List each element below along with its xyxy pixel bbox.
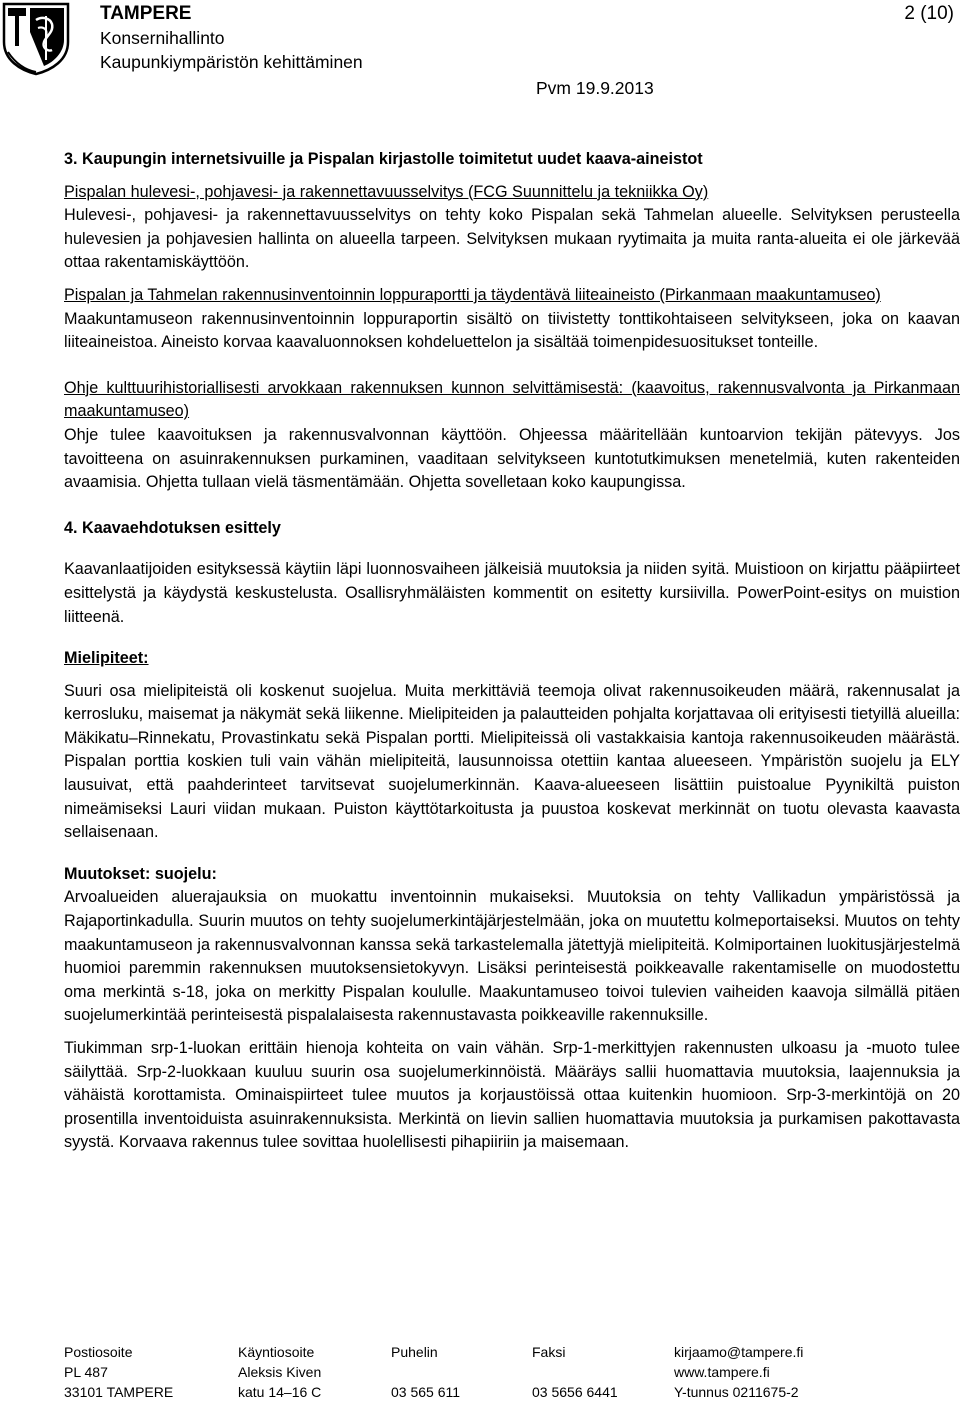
section-4-number: 4. [64, 518, 78, 537]
tampere-coat-of-arms-logo [2, 2, 70, 76]
department-line-2: Kaupunkiympäristön kehittäminen [100, 52, 363, 72]
page-number: 2 (10) [904, 3, 954, 24]
section-3-title-text: Kaupungin internetsivuille ja Pispalan kirjastolle toimitetut uudet kaava-aineistot [82, 150, 703, 168]
section-4-title-text: Kaavaehdotuksen esittely [82, 518, 281, 537]
footer-fax: Faksi 03 5656 6441 [532, 1344, 618, 1400]
opinions-body: Suuri osa mielipiteistä oli koskenut suojelua. Muita merkittäviä teemoja olivat rakennusoikeuden määrä, rakennusalat ja kerrosluku, maisemat ja näkymät sekä liikenne. Mielipiteiden ja palautteiden pohjalta korjattavaa oli erityisesti tietyillä alueilla: Mäkikatu–Rinnekatu, Provastinkatu sekä Pispalan portti. Mielipiteissä oli vastakkaisia kantoja rakennusoikeuden määrästä. Pispalan porttia koskien tuli vain vähän mielipiteitä, lausunnoissa otettiin kantaa alueeseen. Ympäristön suojelu ja ELY lausuivat, että paahderinteet tarvitsevat suojelumerkinnän. Kaava-alueeseen lisättiin puistoalue Pyynikiltä puiston nimeämiseksi Lauri viidan mukaan. Puiston käyttötarkoitusta ja puustoa koskevat merkinnät on tuotu olevasta kaavasta sellaisenaan. [64, 681, 960, 842]
footer-contact [674, 1342, 803, 1402]
footer-email-link[interactable]: kirjaamo@tampere.fi [674, 1344, 804, 1360]
section-4-title [64, 517, 960, 541]
department-line-1: Konsernihallinto [100, 28, 225, 48]
section-3-item-3-body: Ohje tulee kaavoituksen ja rakennusvalvonnan käyttöön. Ohjeessa määritellään kuntoarvion tekijän pätevyys. Jos tavoitteena on asuinrakennuksen purkaminen, vaaditaan selvitykseen kuntotutkimuksen menetelmiä, kuten rakenteiden avaamisia. Ohjetta tullaan vielä täsmentämään. Ohjetta sovelletaan koko kaupungissa. [64, 425, 960, 492]
changes-protection-body-1: Arvoalueiden aluerajauksia on muokattu inventoinnin mukaiseksi. Muutoksia on tehty Vallikadun ympäristössä ja Rajaportinkadulla. Suurin muutos on tehty suojelumerkintäjärjestelmään, joka on muutettu kolmeportaiseksi. Muutos on tehty maakuntamuseon ja rakennusvalvonnan kanssa sekä tarkastelemalla jätettyjä mielipiteitä. Kolmiportainen luokitusjärjestelmä huomioi paremmin rakennuksen muutoksensietokyvyn. Lisäksi perinteisestä poikkeavalle rakentamiselle on muodostettu oma merkintä s-18, joka on merkitty Pispalan koululle. Maakuntamuseo toivoi tulevien vaiheiden kaavoja silmällä pitäen suojelumerkintää perinteisestä pispalalaisesta rakennustavasta poikkeaville rakennuksille. [64, 888, 960, 1025]
section-3-item-3-heading: Ohje kulttuurihistoriallisesti arvokkaan rakennuksen kunnon selvittämisestä: (kaavoitus, rakennusvalvonta ja Pirkanmaan maakuntamuseo) [64, 378, 960, 421]
opinions-heading: Mielipiteet: [64, 649, 149, 668]
section-3-item-1-heading: Pispalan hulevesi-, pohjavesi- ja rakennettavuusselvitys (FCG Suunnittelu ja tekniikka Oy) [64, 182, 709, 201]
changes-protection-heading: Muutokset: suojelu: [64, 864, 217, 883]
section-3-item-2-heading: Pispalan ja Tahmelan rakennusinventoinnin loppuraportti ja täydentävä liiteaineisto (Pirkanmaan maakuntamuseo) [64, 285, 881, 304]
section-3-item-1-body: Hulevesi-, pohjavesi- ja rakennettavuusselvitys on tehty koko Pispalan sekä Tahmelan alueelle. Selvityksen perusteella hulevesien ja pohjavesien hallinta on alueella tarpeen. Selvityksen mukaan ryytimaita ja muita ranta-alueita ei ole järkevää ottaa rakentamiskäyttöön. [64, 206, 960, 272]
footer-website-link[interactable]: www.tampere.fi [674, 1364, 770, 1380]
section-3-number: 3. [64, 150, 78, 168]
footer-phone: Puhelin 03 565 611 [391, 1344, 461, 1400]
section-4-intro: Kaavanlaatijoiden esityksessä käytiin läpi luonnosvaiheen jälkeisiä muutoksia ja niiden syitä. Muistioon on kirjattu pääpiirteet esittelystä ja käydystä keskustelusta. Osallisryhmäläisten kommentit on esitetty kursiivilla. PowerPoint-esitys on muistion liitteenä. [64, 560, 960, 626]
letterhead [100, 2, 363, 74]
organization-name: TAMPERE [100, 3, 192, 24]
footer-postal-address: Postiosoite PL 487 33101 TAMPERE [64, 1344, 174, 1400]
document-body [64, 148, 960, 1155]
changes-protection-body-2: Tiukimman srp-1-luokan erittäin hienoja kohteita on vain vähän. Srp-1-merkittyjen rakennusten ulkoasu ja -muoto tulee säilyttää. Srp-2-luokkaan kuuluu suurin osa suojelumerkinnöistä. Määräys sallii huomattavia muutoksia, laajennuksia ja vähäistä korottamista. Ominaispiirteet tulee muutos ja korjaustöissä ottaa kuitenkin huomioon. Srp-3-merkintöjä on 20 prosentilla inventoiduista asuinrakennuksista. Merkintä on lievin sallien huomattavia muutoksia ja purkamisen pakottavasta syystä. Korvaava rakennus tulee sovittaa huolellisesti pihapiiriin ja maisemaan. [64, 1039, 960, 1152]
footer-business-id: Y-tunnus 0211675-2 [674, 1384, 799, 1400]
section-3-title [64, 148, 960, 172]
section-3-item-2-body: Maakuntamuseon rakennusinventoinnin loppuraportin sisältö on tiivistetty tonttikohtaiseen selvitykseen, joka on kaavan liiteaineistoa. Aineisto korvaa kaavaluonnoksen kohdeluettelon ja sisältää toimenpidesuositukset tonteille. [64, 309, 960, 352]
footer-visiting-address: Käyntiosoite Aleksis Kiven katu 14–16 C [238, 1344, 322, 1400]
document-date: Pvm 19.9.2013 [536, 78, 654, 98]
